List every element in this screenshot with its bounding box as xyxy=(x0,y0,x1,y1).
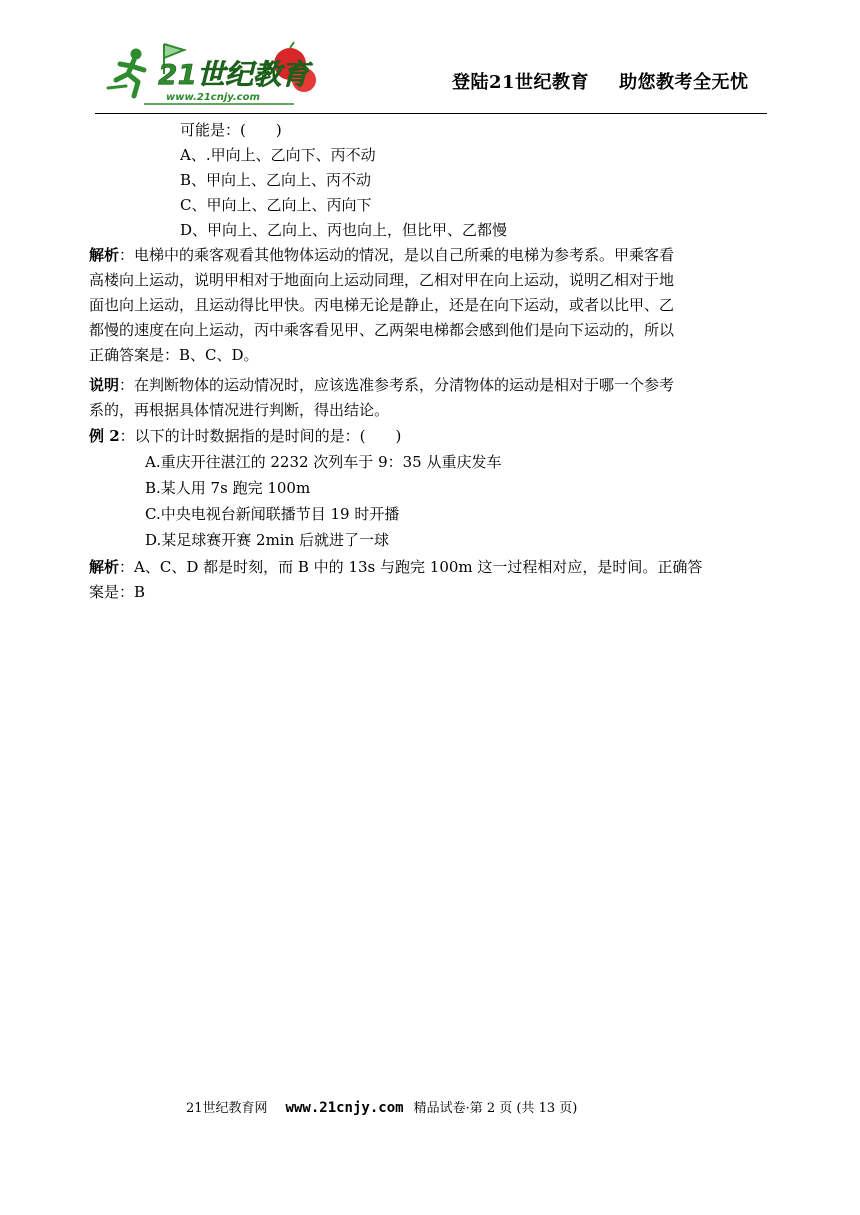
question1-option-b: B、甲向上、乙向上、丙不动 xyxy=(180,171,372,189)
example2-option-a: A.重庆开往湛江的 2232 次列车于 9：35 从重庆发车 xyxy=(145,453,502,471)
analysis1-line2: 高楼向上运动，说明甲相对于地面向上运动同理，乙相对甲在向上运动，说明乙相对于地 xyxy=(89,271,675,289)
footer-page-info: 精品试卷·第 2 页 (共 13 页) xyxy=(413,1101,578,1116)
example2-question-text: ：以下的计时数据指的是时间的是：( ) xyxy=(119,427,402,445)
analysis2-line2: 案是：B xyxy=(89,583,146,601)
example2-label: 例 2 xyxy=(89,427,120,445)
site-logo xyxy=(104,40,319,110)
analysis1-line3: 面也向上运动，且运动得比甲快。丙电梯无论是静止，还是在向下运动，或者以比甲、乙 xyxy=(89,296,675,314)
logo-text: 21世纪教育 xyxy=(158,58,309,91)
question1-option-a: A、.甲向上、乙向下、丙不动 xyxy=(180,146,376,164)
logo-url: www.21cnjy.com xyxy=(166,92,260,103)
header-slogan xyxy=(452,68,749,94)
example2-question xyxy=(89,426,401,446)
note-line2: 系的，再根据具体情况进行判断，得出结论。 xyxy=(89,401,390,419)
analysis1-line5: 正确答案是：B、C、D。 xyxy=(89,346,259,364)
runner-icon xyxy=(108,49,144,97)
header-divider xyxy=(95,113,767,114)
example2-option-c: C.中央电视台新闻联播节目 19 时开播 xyxy=(145,505,400,523)
analysis2-text-1: ：A、C、D 都是时刻，而 B 中的 13s 与跑完 100m 这一过程相对应，是时间。正确答 xyxy=(119,558,703,576)
footer-url-link[interactable]: www.21cnjy.com xyxy=(285,1100,404,1116)
example2-option-b: B.某人用 7s 跑完 100m xyxy=(145,479,311,497)
question1-option-d: D、甲向上、乙向上、丙也向上，但比甲、乙都慢 xyxy=(180,221,508,239)
slogan-right: 助您教考全无忧 xyxy=(619,72,749,93)
example2-option-d: D.某足球赛开赛 2min 后就进了一球 xyxy=(145,531,390,549)
analysis1-label: 解析 xyxy=(89,246,120,264)
question1-option-c: C、甲向上、乙向上、丙向下 xyxy=(180,196,372,214)
analysis2-label: 解析 xyxy=(89,558,120,576)
analysis1-text-1: ：电梯中的乘客观看其他物体运动的情况，是以自己所乘的电梯为参考系。甲乘客看 xyxy=(119,246,675,264)
note-text-1: ：在判断物体的运动情况时，应该选准参考系，分清物体的运动是相对于哪一个参考 xyxy=(119,376,675,394)
question1-tail: 可能是：( ) xyxy=(180,121,282,139)
note-line1 xyxy=(89,375,674,395)
footer-site-name: 21世纪教育网 xyxy=(186,1101,268,1116)
slogan-left: 登陆21世纪教育 xyxy=(452,72,590,93)
analysis1-line4: 都慢的速度在向上运动，丙中乘客看见甲、乙两架电梯都会感到他们是向下运动的，所以 xyxy=(89,321,675,339)
note-label: 说明 xyxy=(89,376,120,394)
analysis1-line1 xyxy=(89,245,674,265)
analysis2-line1 xyxy=(89,557,702,577)
page-footer xyxy=(186,1097,577,1116)
